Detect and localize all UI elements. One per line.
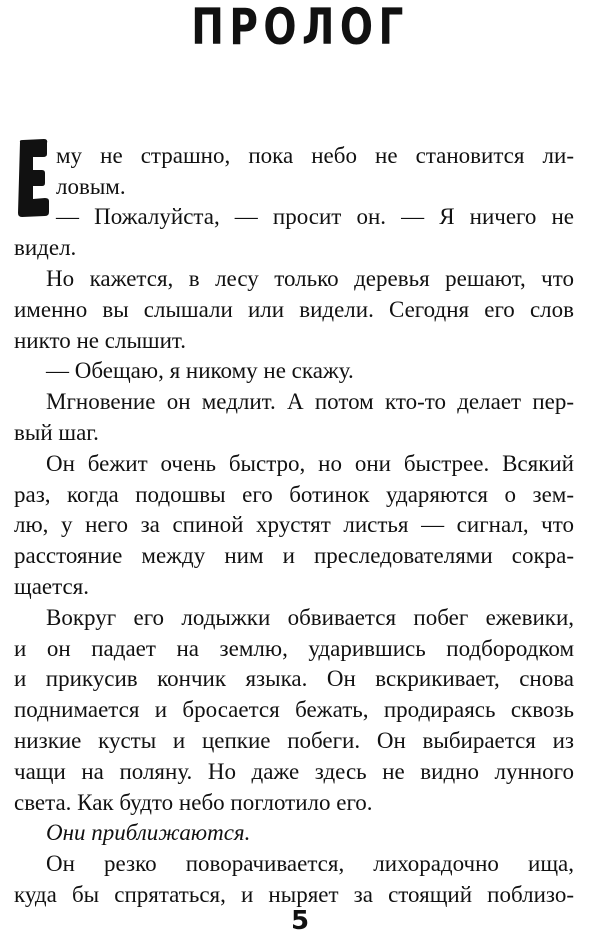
text-line-7: никто не слышит. [14, 328, 186, 353]
text-line-12: раз, когда подошвы его ботинок ударяются о зем- [14, 482, 574, 507]
text-line-9: Мгновение он медлит. А потом кто-то делает пер- [46, 389, 574, 414]
text-line-19: поднимается и бросается бежать, продираясь сквозь [14, 697, 574, 722]
text-line-24: Он резко поворачивается, лихорадочно ища, [46, 851, 574, 876]
text-line-15: щается. [14, 574, 89, 599]
text-line-4: видел. [14, 235, 77, 260]
drop-cap-letter [14, 138, 52, 218]
text-line-22: света. Как будто небо поглотило его. [14, 790, 373, 815]
chapter-title: ПРОЛОГ [191, 0, 409, 56]
text-line-2: ловым. [56, 174, 126, 199]
text-line-10: вый шаг. [14, 420, 99, 445]
text-line-23-italic: Они приближаются. [46, 820, 251, 845]
text-line-6: именно вы слышали или видели. Сегодня его слов [14, 297, 574, 322]
text-line-11: Он бежит очень быстро, но они быстрее. Всякий [46, 451, 574, 476]
text-line-8: — Обещаю, я никому не скажу. [46, 358, 354, 383]
text-line-17: и он падает на землю, ударившись подбородком [14, 636, 574, 661]
text-line-3: — Пожалуйста, — просит он. — Я ничего не [56, 204, 574, 229]
page-number: 5 [290, 906, 310, 936]
text-line-1: му не страшно, пока небо не становится ли- [56, 143, 574, 168]
text-line-25: куда бы спрятаться, и ныряет за стоящий поблизо- [14, 882, 574, 907]
text-line-5: Но кажется, в лесу только деревья решают, что [46, 266, 574, 291]
text-line-18: и прикусив кончик языка. Он вскрикивает, снова [14, 666, 574, 691]
text-line-16: Вокруг его лодыжки обвивается побег ежевики, [46, 605, 574, 630]
text-line-20: низкие кусты и цепкие побеги. Он выбирается из [14, 728, 574, 753]
text-line-21: чащи на поляну. Но даже здесь не видно лунного [14, 759, 574, 784]
text-line-14: расстояние между ним и преследователями сокра- [14, 543, 574, 568]
text-line-13: лю, у него за спиной хрустят листья — сигнал, что [14, 512, 574, 537]
